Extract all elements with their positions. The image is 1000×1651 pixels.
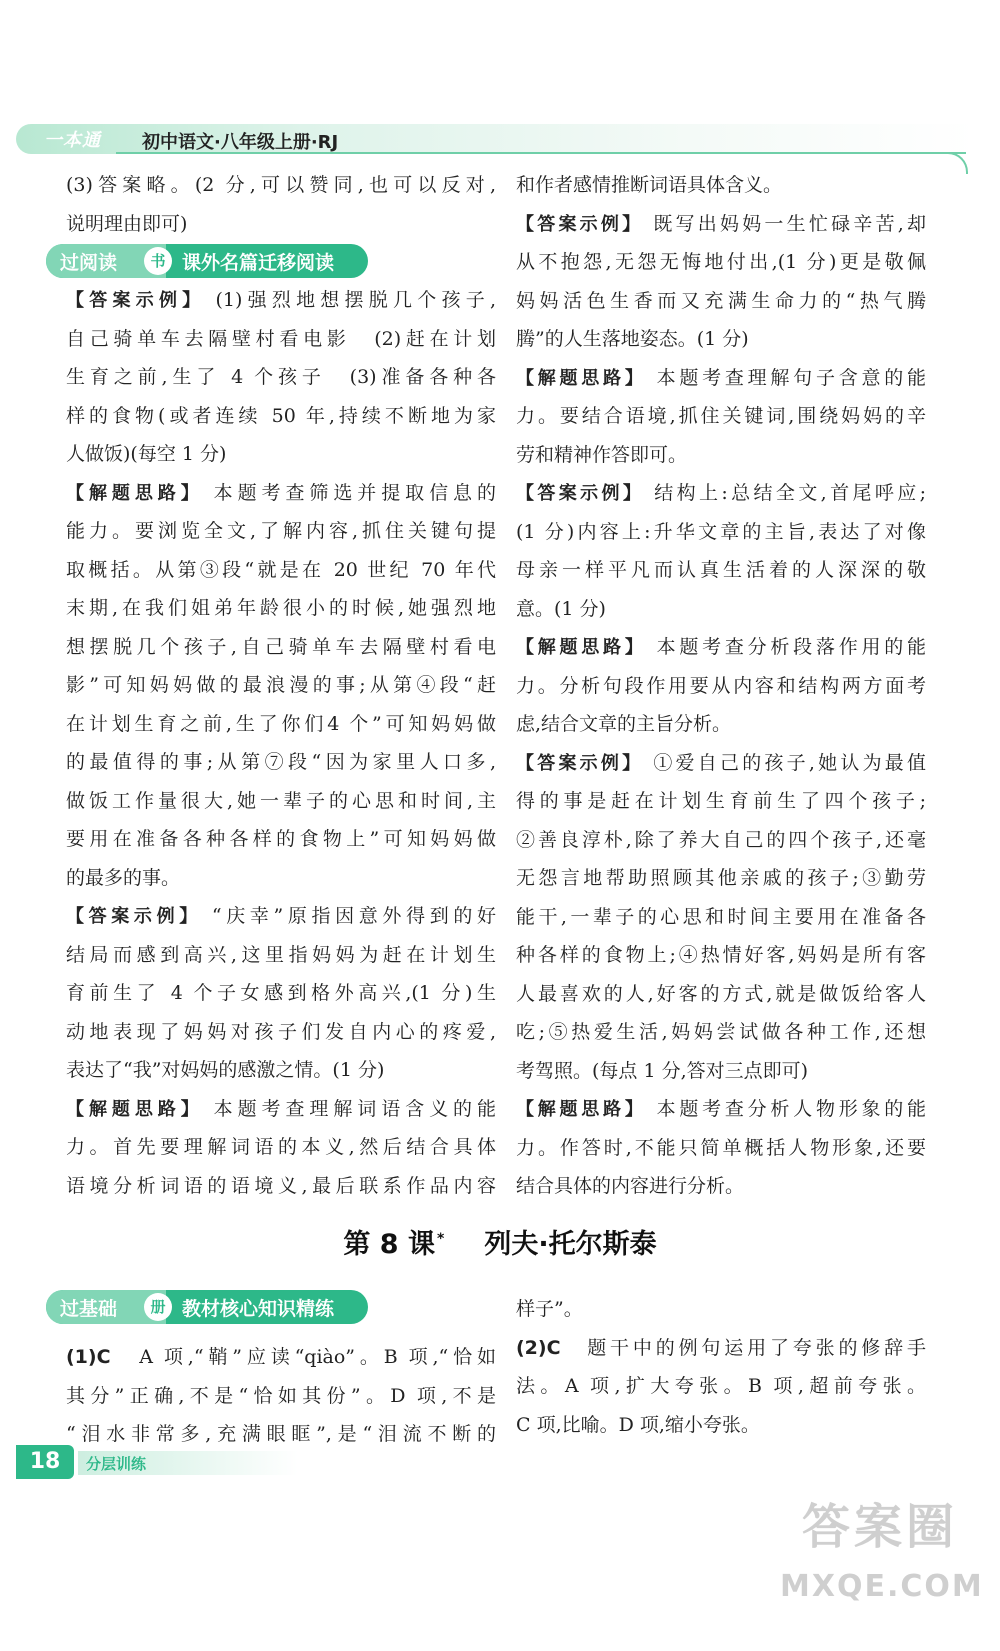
q3-think-line bbox=[516, 359, 926, 398]
watermark-url: MXQE.COM bbox=[780, 1569, 984, 1604]
text-line: 想摆脱几个孩子,自己骑单车去隔壁村看电 bbox=[66, 635, 496, 658]
text-line: 从不抱怨,无怨无悔地付出,(1 分)更是敬佩 bbox=[516, 251, 926, 273]
text-line: 样子”。 bbox=[516, 1298, 583, 1320]
text-line: 能力。要浏览全文,了解内容,抓住关键句提 bbox=[66, 520, 496, 542]
answer-text: 既写出妈妈一生忙碌辛苦,却 bbox=[653, 212, 926, 235]
text-line: 人做饭)(每空 1 分) bbox=[66, 443, 227, 465]
text-line: 生育之前,生了 4 个孩子 (3)准备各种各 bbox=[66, 366, 496, 388]
text-line: 的最多的事。 bbox=[66, 866, 181, 889]
text-line: 动地表现了妈妈对孩子们发自内心的疼爱, bbox=[66, 1020, 496, 1043]
think-text: 本题考查分析段落作用的能 bbox=[656, 636, 926, 658]
text-line: 影”可知妈妈做的最浪漫的事;从第④段“赶 bbox=[66, 674, 496, 696]
answer-tag: 【答案示例】 bbox=[516, 752, 644, 774]
text-line: 取概括。从第③段“就是在 20 世纪 70 年代 bbox=[66, 558, 496, 581]
answer-tag: 【答案示例】 bbox=[66, 290, 206, 311]
q5-answer-line bbox=[516, 744, 926, 783]
text-line: 结合具体的内容进行分析。 bbox=[516, 1175, 745, 1197]
watermark-logo bbox=[780, 1482, 984, 1632]
answer-text: A 项,“鞘”应读“qiào”。B 项,“恰如 bbox=[139, 1346, 496, 1368]
bottom-right-column bbox=[516, 1290, 926, 1444]
text-line: 考驾照。(每点 1 分,答对三点即可) bbox=[516, 1059, 809, 1082]
series-logo: 一本通 bbox=[44, 130, 101, 151]
text-line: 样的食物(或者连续 50 年,持续不断地为家 bbox=[66, 404, 496, 427]
text-line: 法。A 项,扩大夸张。B 项,超前夸张。 bbox=[516, 1375, 926, 1397]
section-banner-reading bbox=[46, 244, 368, 278]
text-line: 吃;⑤热爱生活,妈妈尝试做各种工作,还想 bbox=[516, 1021, 926, 1043]
answer-text: “庆幸”原指因意外得到的好 bbox=[211, 905, 496, 927]
lesson-title bbox=[0, 1222, 1000, 1261]
text-line: 自己骑单车去隔壁村看电影 (2)赶在计划 bbox=[66, 327, 496, 350]
text-line: 能干,一辈子的心思和时间主要用在准备各 bbox=[516, 905, 926, 928]
text-line: C 项,比喻。D 项,缩小夸张。 bbox=[516, 1413, 760, 1436]
text-line: 力。作答时,不能只简单概括人物形象,还要 bbox=[516, 1136, 926, 1159]
think-text: 本题考查理解句子含意的能 bbox=[656, 366, 926, 389]
think-tag: 【解题思路】 bbox=[516, 1099, 647, 1120]
think-text: 本题考查筛选并提取信息的 bbox=[213, 481, 496, 504]
text-line: 母亲一样平凡而认真生活着的人深深的敬 bbox=[516, 559, 926, 581]
text-line: 育前生了 4 个子女感到格外高兴,(1 分)生 bbox=[66, 982, 496, 1004]
think-tag: 【解题思路】 bbox=[66, 1098, 204, 1120]
q5-think-line bbox=[516, 1090, 926, 1129]
notebook-icon: 册 bbox=[144, 1293, 172, 1321]
right-column bbox=[516, 166, 926, 1206]
text-line: 力。首先要理解词语的本义,然后结合具体 bbox=[66, 1136, 496, 1158]
lesson-star: * bbox=[437, 1231, 445, 1247]
q4-think-line bbox=[516, 628, 926, 667]
text-line: 力。要结合语境,抓住关键词,围绕妈妈的辛 bbox=[516, 405, 926, 427]
q2-answer-line bbox=[66, 897, 496, 936]
answer-text: ①爱自己的孩子,她认为最值 bbox=[653, 751, 926, 774]
answer-tag: 【答案示例】 bbox=[516, 213, 644, 235]
left-column bbox=[66, 166, 496, 1205]
lesson-number: 第 8 课 bbox=[343, 1229, 435, 1260]
page-footer bbox=[16, 1445, 316, 1479]
lesson-name: 列夫·托尔斯泰 bbox=[484, 1229, 657, 1260]
q2-think-line bbox=[66, 1090, 496, 1129]
text-line: 得的事是赶在计划生育前生了四个孩子; bbox=[516, 790, 926, 812]
text-line: 语境分析词语的语境义,最后联系作品内容 bbox=[66, 1174, 496, 1197]
text-line: 表达了“我”对妈妈的感激之情。(1 分) bbox=[66, 1059, 385, 1081]
text-line: 说明理由即可) bbox=[66, 212, 188, 235]
bottom-left-column bbox=[66, 1338, 496, 1454]
text-line: 意。(1 分) bbox=[516, 597, 606, 620]
text-line: 做饭工作量很大,她一辈子的心思和时间,主 bbox=[66, 789, 496, 812]
text-line: 种各样的食物上;④热情好客,妈妈是所有客 bbox=[516, 944, 926, 966]
page-number: 18 bbox=[16, 1445, 74, 1479]
answer-option: (2)C bbox=[516, 1336, 561, 1359]
b-q1-line bbox=[66, 1338, 496, 1377]
banner-title: 教材核心知识精练 bbox=[182, 1298, 335, 1320]
think-tag: 【解题思路】 bbox=[66, 482, 204, 504]
text-line: 末期,在我们姐弟年龄很小的时候,她强烈地 bbox=[66, 597, 496, 619]
b-q1-part2-line bbox=[516, 1329, 926, 1368]
text-line: 结局而感到高兴,这里指妈妈为赶在计划生 bbox=[66, 943, 496, 966]
text-line: (3)答案略。(2 分,可以赞同,也可以反对, bbox=[66, 174, 496, 196]
series-label: 分层训练 bbox=[86, 1455, 147, 1473]
text-line: 腾”的人生落地姿态。(1 分) bbox=[516, 328, 749, 350]
text-line: 力。分析句段作用要从内容和结构两方面考 bbox=[516, 674, 926, 697]
q3-answer-line bbox=[516, 205, 926, 244]
banner-label: 过阅读 bbox=[60, 252, 118, 274]
think-tag: 【解题思路】 bbox=[516, 367, 647, 389]
banner-label: 过基础 bbox=[60, 1298, 118, 1320]
book-icon: 书 bbox=[144, 247, 172, 275]
text-line: 无怨言地帮助照顾其他亲戚的孩子;③勤劳 bbox=[516, 867, 926, 889]
think-text: 本题考查理解词语含义的能 bbox=[213, 1097, 496, 1120]
text-line: 劳和精神作答即可。 bbox=[516, 443, 688, 466]
watermark-text: 答案圈 bbox=[801, 1499, 958, 1555]
text-line: 人最喜欢的人,好客的方式,就是做饭给客人 bbox=[516, 982, 926, 1005]
text-line: ②善良淳朴,除了养大自己的四个孩子,还毫 bbox=[516, 828, 926, 851]
section-banner-basics bbox=[46, 1290, 368, 1324]
text-line: 虑,结合文章的主旨分析。 bbox=[516, 713, 732, 735]
q1-think-line bbox=[66, 474, 496, 513]
text-line: 的最值得的事;从第⑦段“因为家里人口多, bbox=[66, 751, 496, 773]
text-line: 要用在准备各种各样的食物上”可知妈妈做 bbox=[66, 828, 496, 850]
think-tag: 【解题思路】 bbox=[516, 637, 647, 658]
answer-text: 结构上:总结全文,首尾呼应; bbox=[654, 482, 926, 504]
text-line: 和作者感情推断词语具体含义。 bbox=[516, 174, 783, 196]
answer-option: (1)C bbox=[66, 1346, 111, 1368]
answer-text: 题干中的例句运用了夸张的修辞手 bbox=[587, 1336, 926, 1359]
q1-answer-line bbox=[66, 281, 496, 320]
text-line: 在计划生育之前,生了你们4 个”可知妈妈做 bbox=[66, 712, 496, 735]
think-text: 本题考查分析人物形象的能 bbox=[656, 1098, 926, 1120]
answer-tag: 【答案示例】 bbox=[66, 906, 202, 927]
header-curve bbox=[946, 152, 968, 174]
text-line: 妈妈活色生香而又充满生命力的“热气腾 bbox=[516, 289, 926, 312]
page-header bbox=[16, 124, 976, 154]
text-line: “泪水非常多,充满眼眶”,是“泪流不断的 bbox=[66, 1423, 496, 1445]
book-title: 初中语文·八年级上册·RJ bbox=[142, 132, 339, 153]
answer-tag: 【答案示例】 bbox=[516, 483, 645, 504]
q4-answer-line bbox=[516, 474, 926, 513]
text-line: (1 分)内容上:升华文章的主旨,表达了对像 bbox=[516, 520, 926, 543]
answer-text: (1)强烈地想摆脱几个孩子, bbox=[215, 289, 496, 311]
text-line: 其分”正确,不是“恰如其份”。D 项,不是 bbox=[66, 1384, 496, 1407]
banner-title: 课外名篇迁移阅读 bbox=[182, 252, 335, 274]
